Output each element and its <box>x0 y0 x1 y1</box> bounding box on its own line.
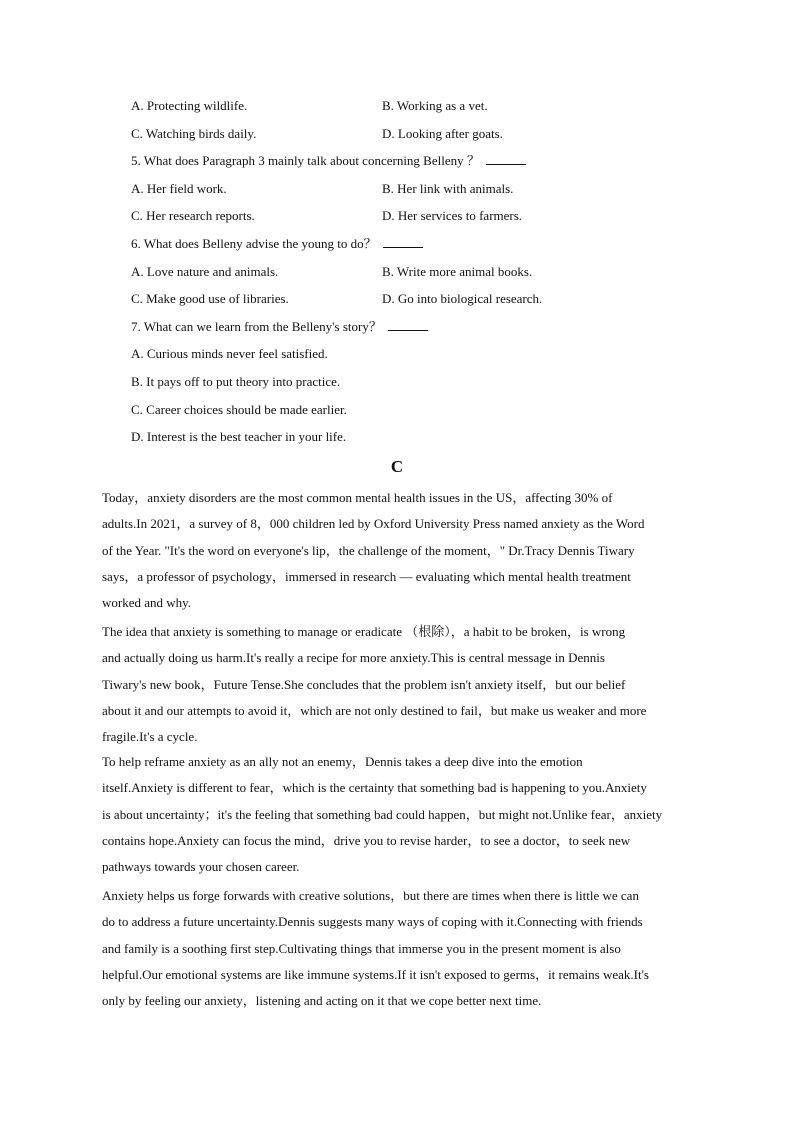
passage-paragraph-1 <box>102 485 694 616</box>
q5-option-d: D. Her services to farmers. <box>382 208 523 223</box>
passage-paragraph-3 <box>102 749 694 880</box>
q4-option-b: B. Working as a vet. <box>382 98 488 113</box>
question-5-stem: 5. What does Paragraph 3 mainly talk about concerning Belleny ？ <box>131 153 480 168</box>
q6-option-c: C. Make good use of libraries. <box>131 291 289 306</box>
q7-option-b: B. It pays off to put theory into practice. <box>131 374 341 389</box>
passage-paragraph-2 <box>102 619 694 750</box>
q6-option-d: D. Go into biological research. <box>382 291 543 306</box>
question-7-stem: 7. What can we learn from the Belleny's story？ <box>131 319 382 334</box>
passage-line: only by feeling our anxiety，listening and acting on it that we cope better next time. <box>102 993 542 1009</box>
passage-line: and actually doing us harm.It's really a recipe for more anxiety.This is central message in Dennis <box>102 650 605 666</box>
passage-line: Tiwary's new book，Future Tense.She concludes that the problem isn't anxiety itself，but our belief <box>102 676 626 692</box>
passage-line: fragile.It's a cycle. <box>102 729 198 745</box>
q4-option-d: D. Looking after goats. <box>382 126 503 141</box>
q7-option-a: A. Curious minds never feel satisfied. <box>131 346 328 361</box>
question-7 <box>131 319 428 335</box>
passage-paragraph-4 <box>102 883 694 1014</box>
answer-blank <box>486 153 526 165</box>
q4-option-c: C. Watching birds daily. <box>131 126 257 141</box>
passage-line: To help reframe anxiety as an ally not an enemy，Dennis takes a deep dive into the emotion <box>102 754 583 769</box>
passage-line: Today，anxiety disorders are the most common mental health issues in the US，affecting 30% of <box>102 490 613 505</box>
q5-option-a: A. Her field work. <box>131 181 227 196</box>
passage-line: about it and our attempts to avoid it，which are not only destined to fail，but make us weaker and more <box>102 702 647 718</box>
q5-option-b: B. Her link with animals. <box>382 181 514 196</box>
q6-option-b: B. Write more animal books. <box>382 264 533 279</box>
passage-line: The idea that anxiety is something to manage or eradicate （根除），a habit to be broken，is wrong <box>102 624 626 639</box>
answer-blank <box>383 236 423 248</box>
passage-line: adults.In 2021，a survey of 8，000 children led by Oxford University Press named anxiety as the Word <box>102 516 645 532</box>
q4-option-a: A. Protecting wildlife. <box>131 98 248 113</box>
passage-line: do to address a future uncertainty.Dennis suggests many ways of coping with it.Connecting with friends <box>102 914 643 930</box>
passage-line: helpful.Our emotional systems are like immune systems.If it isn't exposed to germs，it remains weak.It's <box>102 966 649 982</box>
passage-line: and family is a soothing first step.Cultivating things that immerse you in the present moment is also <box>102 940 621 956</box>
question-5 <box>131 153 526 169</box>
passage-line: pathways towards your chosen career. <box>102 859 300 875</box>
q6-option-a: A. Love nature and animals. <box>131 264 279 279</box>
passage-line: contains hope.Anxiety can focus the mind，drive you to revise harder，to see a doctor，to seek new <box>102 832 631 848</box>
passage-line: of the Year. "It's the word on everyone's lip，the challenge of the moment，" Dr.Tracy Dennis Tiwary <box>102 542 635 558</box>
q7-option-d: D. Interest is the best teacher in your life. <box>131 429 347 444</box>
passage-line: worked and why. <box>102 595 192 611</box>
passage-line: is about uncertainty；it's the feeling that something bad could happen，but might not.Unlike fear，anxiety <box>102 806 663 822</box>
question-6-stem: 6. What does Belleny advise the young to do？ <box>131 236 377 251</box>
q5-option-c: C. Her research reports. <box>131 208 255 223</box>
passage-line: says，a professor of psychology，immersed in research — evaluating which mental health treatment <box>102 568 631 584</box>
answer-blank <box>388 319 428 331</box>
passage-line: Anxiety helps us forge forwards with creative solutions，but there are times when there is little we can <box>102 888 639 903</box>
passage-line: itself.Anxiety is different to fear，which is the certainty that something bad is happening to you.Anxiety <box>102 780 647 796</box>
question-6 <box>131 236 423 252</box>
section-c-title: C <box>390 457 404 476</box>
q7-option-c: C. Career choices should be made earlier. <box>131 402 347 417</box>
